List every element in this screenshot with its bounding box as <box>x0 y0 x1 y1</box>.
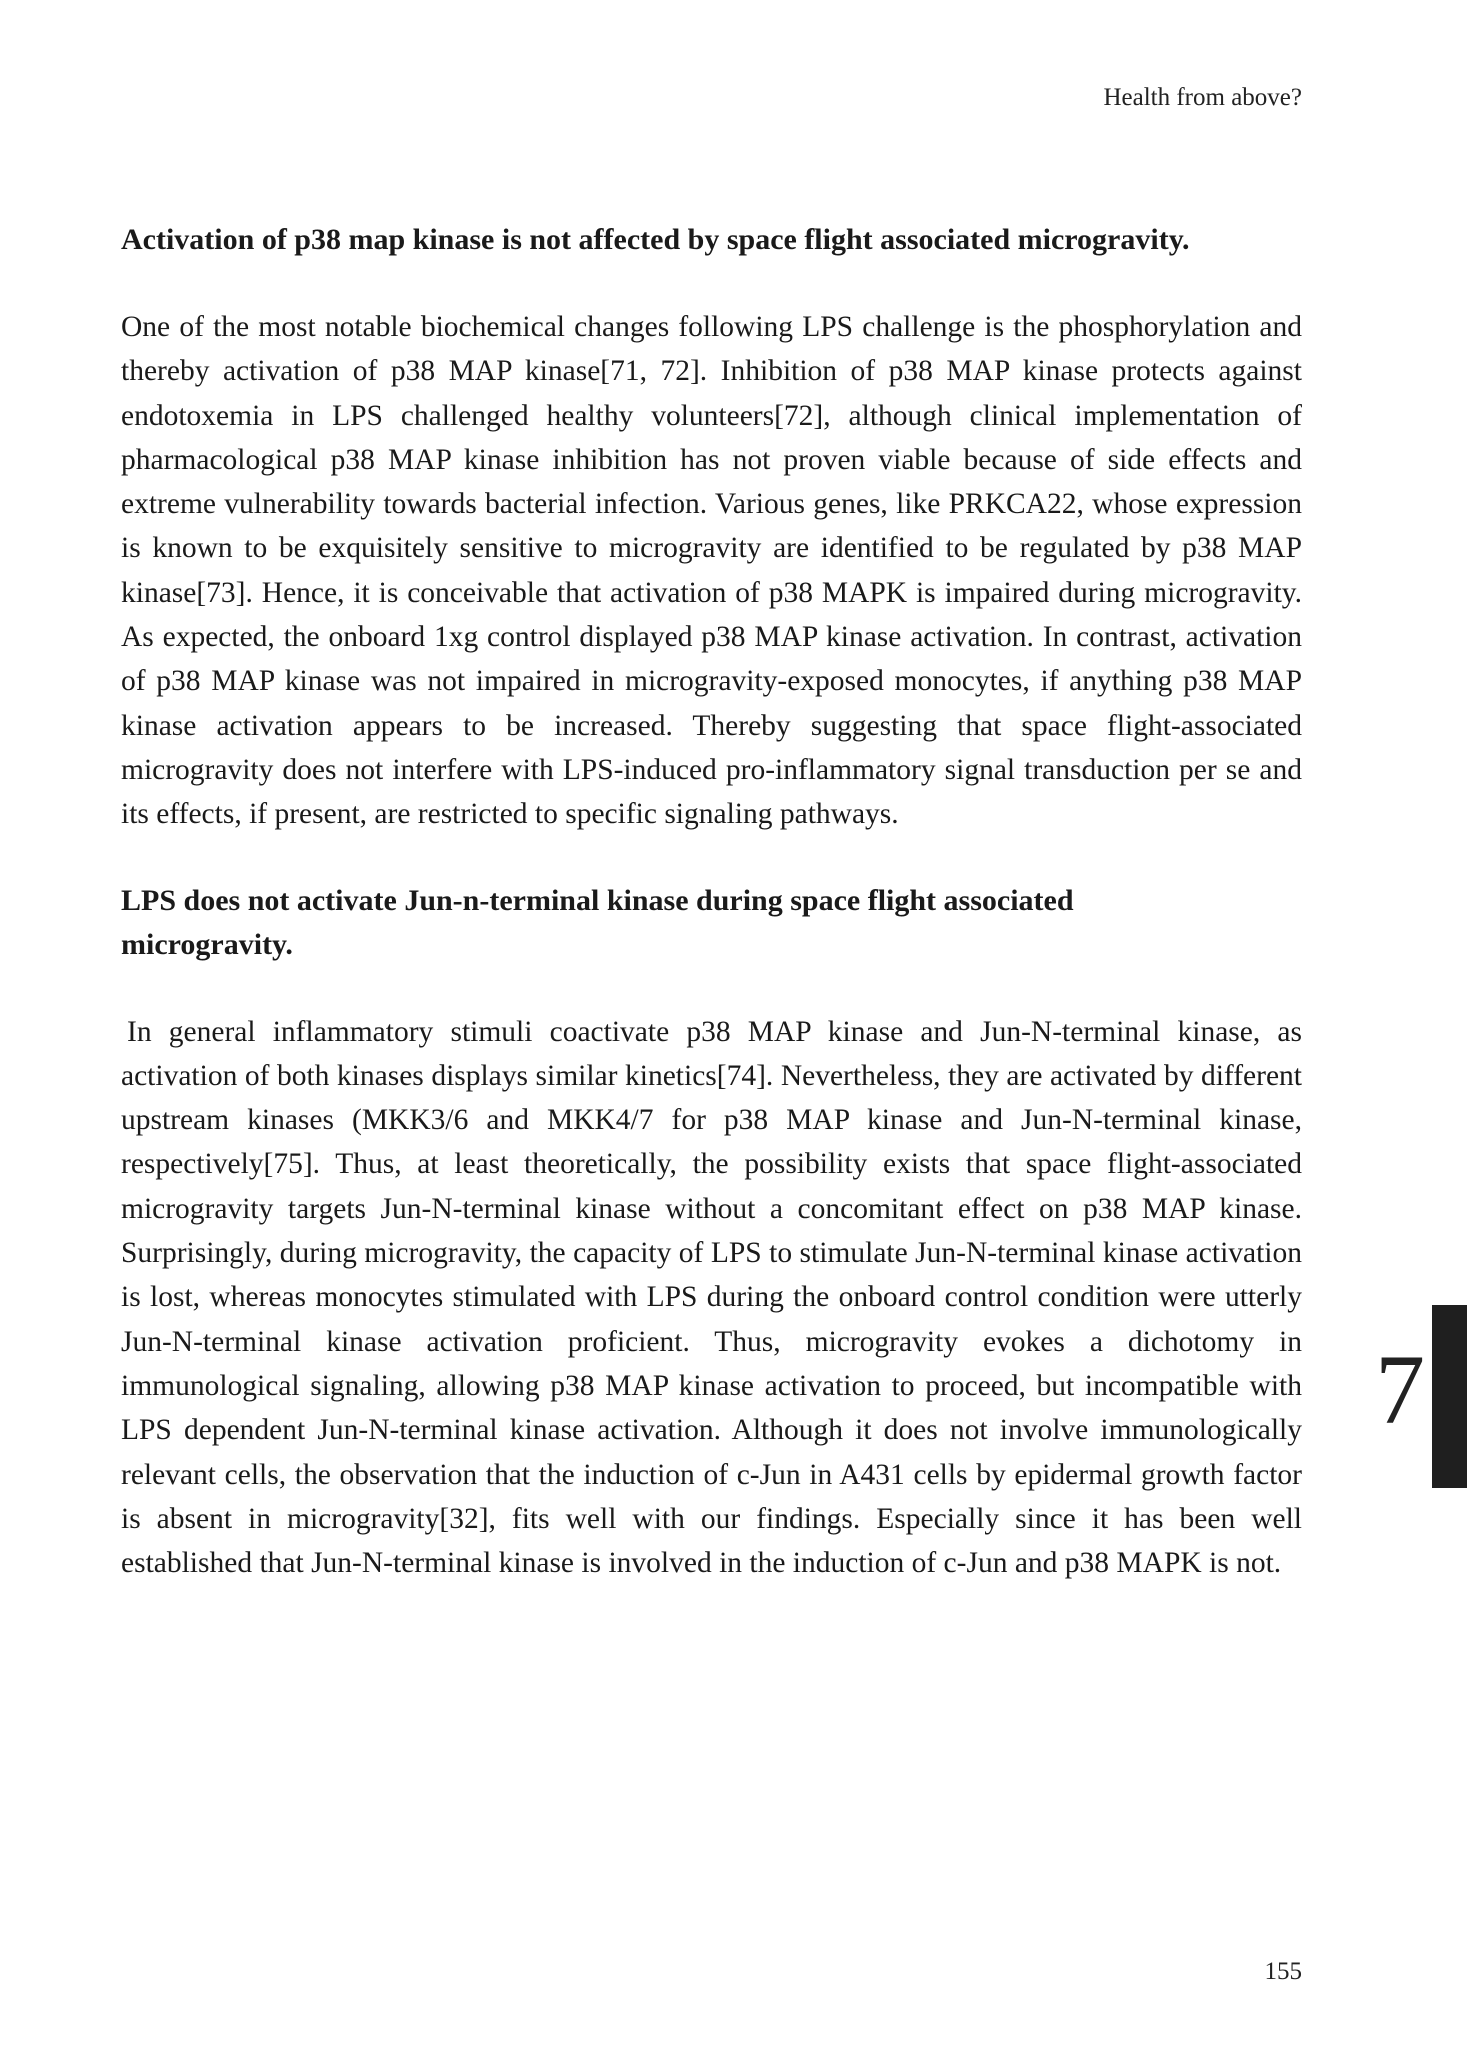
chapter-number: 7 <box>1375 1334 1425 1445</box>
page-number: 155 <box>1264 1958 1302 1985</box>
running-header: Health from above? <box>1103 84 1302 111</box>
section-heading-p38: Activation of p38 map kinase is not affected by space flight associated microgravity. <box>121 223 1190 256</box>
section-heading-jnk: LPS does not activate Jun-n-terminal kinase during space flight associated microgravity. <box>121 883 1074 961</box>
section-paragraph-p38: One of the most notable biochemical changes following LPS challenge is the phosphorylation and thereby activation of p38 MAP kinase[71, 72]. Inhibition of p38 MAP kinase protects against endotoxemia in LPS challenged healthy volunteers[72], although clinical implementation of pharmacological p38 MAP kinase inhibition has not proven viable because of side effects and extreme vulnerability towards bacterial infection. Various genes, like PRKCA22, whose expression is known to be exquisitely sensitive to microgravity are identified to be regulated by p38 MAP kinase[73]. Hence, it is conceivable that activation of p38 MAPK is impaired during microgravity. As expected, the onboard 1xg control displayed p38 MAP kinase activation. In contrast, activation of p38 MAP kinase was not impaired in microgravity-exposed monocytes, if anything p38 MAP kinase activation appears to be increased. Thereby suggesting that space flight-associated microgravity does not interfere with LPS-induced pro-inflammatory signal transduction per se and its effects, if present, are restricted to specific signaling pathways. <box>121 311 1302 831</box>
page-body <box>121 218 1302 1585</box>
chapter-thumb-tab <box>1432 1305 1467 1488</box>
section-paragraph-jnk: In general inflammatory stimuli coactivate p38 MAP kinase and Jun-N-terminal kinase, as activation of both kinases displays similar kinetics[74]. Nevertheless, they are activated by different upstream kinases (MKK3/6 and MKK4/7 for p38 MAP kinase and Jun-N-terminal kinase, respectively[75]. Thus, at least theoretically, the possibility exists that space flight-associated microgravity targets Jun-N-terminal kinase without a concomitant effect on p38 MAP kinase. Surprisingly, during microgravity, the capacity of LPS to stimulate Jun-N-terminal kinase activation is lost, whereas monocytes stimulated with LPS during the onboard control condition were utterly Jun-N-terminal kinase activation proficient. Thus, microgravity evokes a dichotomy in immunological signaling, allowing p38 MAP kinase activation to proceed, but incompatible with LPS dependent Jun-N-terminal kinase activation. Although it does not involve immunologically relevant cells, the observation that the induction of c-Jun in A431 cells by epidermal growth factor is absent in microgravity[32], fits well with our findings. Especially since it has been well established that Jun-N-terminal kinase is involved in the induction of c-Jun and p38 MAPK is not. <box>121 1015 1302 1580</box>
